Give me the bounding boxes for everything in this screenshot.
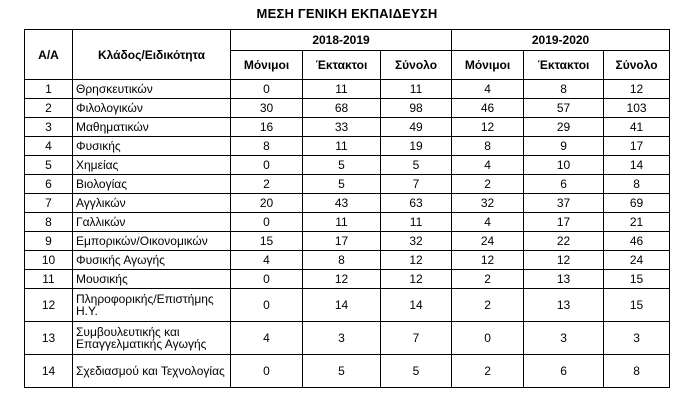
cell-aa: 6 <box>25 175 73 194</box>
cell-temporary-2019: 13 <box>524 270 604 289</box>
cell-permanent-2019: 46 <box>452 99 524 118</box>
staff-table <box>24 29 670 388</box>
cell-temporary-2019: 6 <box>524 355 604 388</box>
cell-permanent-2018: 4 <box>231 322 303 355</box>
table-row <box>25 322 670 355</box>
cell-total-2018: 12 <box>381 251 452 270</box>
cell-temporary-2018: 33 <box>303 118 381 137</box>
cell-total-2018: 49 <box>381 118 452 137</box>
table-row <box>25 270 670 289</box>
cell-permanent-2018: 2 <box>231 175 303 194</box>
cell-permanent-2019: 12 <box>452 251 524 270</box>
cell-total-2019: 8 <box>604 355 670 388</box>
cell-total-2018: 63 <box>381 194 452 213</box>
cell-temporary-2019: 8 <box>524 80 604 99</box>
cell-permanent-2018: 0 <box>231 270 303 289</box>
cell-specialty: Εμπορικών/Οικονομικών <box>73 232 231 251</box>
cell-total-2018: 14 <box>381 289 452 322</box>
cell-permanent-2018: 30 <box>231 99 303 118</box>
cell-temporary-2018: 8 <box>303 251 381 270</box>
cell-temporary-2019: 57 <box>524 99 604 118</box>
cell-aa: 1 <box>25 80 73 99</box>
cell-permanent-2019: 2 <box>452 355 524 388</box>
cell-temporary-2019: 37 <box>524 194 604 213</box>
cell-specialty: Σχεδιασμού και Τεχνολογίας <box>73 355 231 388</box>
cell-aa: 12 <box>25 289 73 322</box>
cell-total-2018: 11 <box>381 80 452 99</box>
cell-specialty: Μουσικής <box>73 270 231 289</box>
cell-total-2019: 17 <box>604 137 670 156</box>
header-permanent-2019: Μόνιμοι <box>452 51 524 80</box>
header-total-2018: Σύνολο <box>381 51 452 80</box>
cell-permanent-2018: 0 <box>231 213 303 232</box>
cell-temporary-2019: 29 <box>524 118 604 137</box>
cell-permanent-2019: 2 <box>452 175 524 194</box>
cell-specialty: Θρησκευτικών <box>73 80 231 99</box>
cell-aa: 9 <box>25 232 73 251</box>
cell-temporary-2019: 12 <box>524 251 604 270</box>
cell-temporary-2018: 11 <box>303 213 381 232</box>
cell-total-2019: 103 <box>604 99 670 118</box>
cell-permanent-2019: 4 <box>452 80 524 99</box>
cell-total-2019: 21 <box>604 213 670 232</box>
cell-aa: 8 <box>25 213 73 232</box>
cell-temporary-2019: 10 <box>524 156 604 175</box>
cell-temporary-2018: 17 <box>303 232 381 251</box>
table-row <box>25 80 670 99</box>
cell-temporary-2018: 5 <box>303 355 381 388</box>
cell-total-2018: 32 <box>381 232 452 251</box>
cell-permanent-2019: 4 <box>452 213 524 232</box>
document-title: ΜΕΣΗ ΓΕΝΙΚΗ ΕΚΠΑΙΔΕΥΣΗ <box>256 6 438 21</box>
cell-temporary-2019: 9 <box>524 137 604 156</box>
cell-aa: 5 <box>25 156 73 175</box>
cell-total-2019: 46 <box>604 232 670 251</box>
cell-temporary-2019: 17 <box>524 213 604 232</box>
cell-permanent-2019: 2 <box>452 270 524 289</box>
cell-total-2019: 15 <box>604 270 670 289</box>
table-row <box>25 251 670 270</box>
header-year-2018-2019: 2018-2019 <box>231 30 452 51</box>
cell-permanent-2019: 24 <box>452 232 524 251</box>
cell-temporary-2018: 11 <box>303 137 381 156</box>
table-row <box>25 156 670 175</box>
table-row <box>25 99 670 118</box>
cell-specialty: Φυσικής <box>73 137 231 156</box>
cell-aa: 3 <box>25 118 73 137</box>
cell-total-2018: 98 <box>381 99 452 118</box>
table-row <box>25 194 670 213</box>
cell-permanent-2018: 20 <box>231 194 303 213</box>
cell-permanent-2018: 16 <box>231 118 303 137</box>
table-row <box>25 289 670 322</box>
cell-temporary-2018: 68 <box>303 99 381 118</box>
cell-temporary-2018: 14 <box>303 289 381 322</box>
cell-temporary-2018: 11 <box>303 80 381 99</box>
cell-specialty: Βιολογίας <box>73 175 231 194</box>
cell-specialty: Χημείας <box>73 156 231 175</box>
cell-temporary-2019: 22 <box>524 232 604 251</box>
cell-temporary-2019: 3 <box>524 322 604 355</box>
cell-total-2018: 7 <box>381 322 452 355</box>
cell-permanent-2019: 2 <box>452 289 524 322</box>
cell-permanent-2019: 4 <box>452 156 524 175</box>
cell-aa: 7 <box>25 194 73 213</box>
cell-permanent-2018: 0 <box>231 156 303 175</box>
cell-permanent-2018: 15 <box>231 232 303 251</box>
cell-permanent-2019: 12 <box>452 118 524 137</box>
cell-specialty: Φιλολογικών <box>73 99 231 118</box>
header-permanent-2018: Μόνιμοι <box>231 51 303 80</box>
header-aa: Α/Α <box>25 30 73 80</box>
cell-aa: 14 <box>25 355 73 388</box>
cell-total-2019: 15 <box>604 289 670 322</box>
cell-permanent-2018: 8 <box>231 137 303 156</box>
cell-permanent-2018: 0 <box>231 355 303 388</box>
cell-temporary-2019: 6 <box>524 175 604 194</box>
table-row <box>25 213 670 232</box>
table-row <box>25 137 670 156</box>
header-specialty: Κλάδος/Ειδικότητα <box>73 30 231 80</box>
cell-specialty: Μαθηματικών <box>73 118 231 137</box>
cell-permanent-2019: 8 <box>452 137 524 156</box>
cell-temporary-2018: 3 <box>303 322 381 355</box>
cell-aa: 2 <box>25 99 73 118</box>
cell-temporary-2018: 5 <box>303 156 381 175</box>
cell-total-2018: 11 <box>381 213 452 232</box>
table-row <box>25 175 670 194</box>
cell-specialty: Αγγλικών <box>73 194 231 213</box>
cell-total-2019: 69 <box>604 194 670 213</box>
cell-total-2018: 12 <box>381 270 452 289</box>
cell-total-2019: 41 <box>604 118 670 137</box>
cell-total-2018: 5 <box>381 156 452 175</box>
cell-aa: 4 <box>25 137 73 156</box>
cell-temporary-2018: 43 <box>303 194 381 213</box>
cell-total-2019: 3 <box>604 322 670 355</box>
cell-total-2019: 12 <box>604 80 670 99</box>
cell-temporary-2019: 13 <box>524 289 604 322</box>
cell-total-2018: 19 <box>381 137 452 156</box>
cell-permanent-2019: 32 <box>452 194 524 213</box>
cell-permanent-2019: 0 <box>452 322 524 355</box>
cell-specialty: Πληροφορικής/Επιστήμης Η.Υ. <box>73 289 231 322</box>
cell-total-2019: 24 <box>604 251 670 270</box>
header-year-2019-2020: 2019-2020 <box>452 30 670 51</box>
table-row <box>25 118 670 137</box>
cell-aa: 11 <box>25 270 73 289</box>
cell-aa: 13 <box>25 322 73 355</box>
cell-aa: 10 <box>25 251 73 270</box>
cell-permanent-2018: 0 <box>231 289 303 322</box>
cell-permanent-2018: 4 <box>231 251 303 270</box>
table-row <box>25 355 670 388</box>
cell-total-2019: 14 <box>604 156 670 175</box>
cell-specialty: Συμβουλευτικής και Επαγγελματικής Αγωγής <box>73 322 231 355</box>
cell-permanent-2018: 0 <box>231 80 303 99</box>
header-temporary-2018: Έκτακτοι <box>303 51 381 80</box>
header-total-2019: Σύνολο <box>604 51 670 80</box>
cell-total-2019: 8 <box>604 175 670 194</box>
cell-temporary-2018: 12 <box>303 270 381 289</box>
cell-total-2018: 5 <box>381 355 452 388</box>
header-temporary-2019: Έκτακτοι <box>524 51 604 80</box>
cell-total-2018: 7 <box>381 175 452 194</box>
cell-temporary-2018: 5 <box>303 175 381 194</box>
cell-specialty: Φυσικής Αγωγής <box>73 251 231 270</box>
cell-specialty: Γαλλικών <box>73 213 231 232</box>
table-row <box>25 232 670 251</box>
header-row-years <box>25 30 670 51</box>
